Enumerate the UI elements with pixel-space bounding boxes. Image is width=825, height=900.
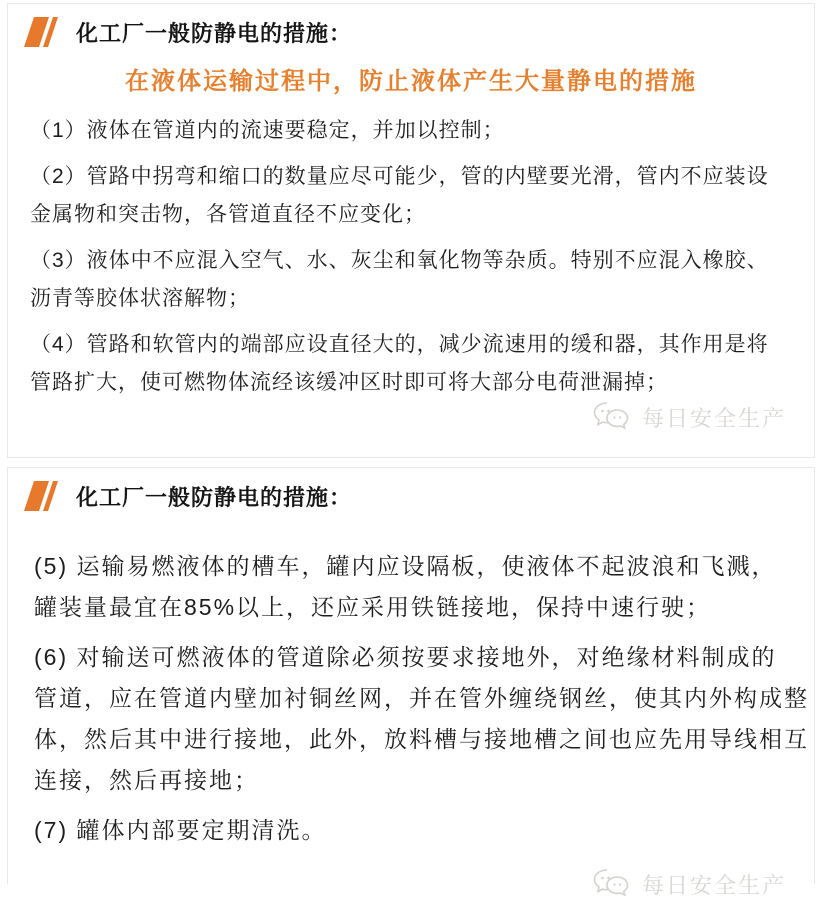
text-line: (6) 对输送可燃液体的管道除必须按要求接地外，对绝缘材料制成的 (34, 644, 777, 670)
text-line: （1）液体在管道内的流速要稳定，并加以控制； (30, 119, 505, 142)
card-header (8, 468, 814, 512)
paragraph (30, 158, 796, 234)
text-line: 沥青等胶体状溶解物； (30, 287, 250, 310)
text-line: （3）液体中不应混入空气、水、灰尘和氧化物等杂质。特别不应混入橡胶、 (30, 249, 769, 272)
text-line: 管道，应在管道内壁加衬铜丝网，并在管外缠绕钢丝，使其内外构成整 (34, 685, 809, 711)
text-line: (5) 运输易燃液体的槽车，罐内应设隔板，使液体不起波浪和飞溅， (34, 553, 777, 579)
watermark (592, 401, 786, 433)
text-line: （2）管路中拐弯和缩口的数量应尽可能少，管的内壁要光滑，管内不应装设 (30, 165, 769, 188)
section-subtitle: 在液体运输过程中，防止液体产生大量静电的措施 (125, 68, 697, 95)
text-line: 体，然后其中进行接地，此外，放料槽与接地槽之间也应先用导线相互 (34, 726, 809, 752)
watermark-label: 每日安全生产 (641, 872, 786, 898)
double-slash-logo-icon (24, 480, 64, 512)
watermark-label: 每日安全生产 (641, 405, 786, 431)
paragraph-list (34, 546, 809, 851)
text-line: 连接，然后再接地； (34, 767, 259, 793)
measures-card-2 (7, 467, 815, 898)
paragraph (30, 326, 796, 402)
wechat-chat-bubbles-icon (592, 401, 634, 433)
paragraph (30, 242, 796, 318)
paragraph (34, 810, 798, 851)
text-line: （4）管路和软管内的端部应设直径大的，减少流速用的缓和器，其作用是将 (30, 333, 769, 356)
wechat-chat-bubbles-icon (592, 868, 634, 900)
text-line: 金属物和突击物，各管道直径不应变化； (30, 203, 426, 226)
watermark (592, 868, 786, 900)
section-title: 化工厂一般防静电的措施： (76, 20, 353, 46)
text-line: 管路扩大，使可燃物体流经该缓冲区时即可将大部分电荷泄漏掉； (30, 371, 668, 394)
text-line: (7) 罐体内部要定期清洗。 (34, 817, 327, 843)
paragraph (30, 112, 796, 150)
double-slash-logo-icon (24, 16, 64, 48)
text-line: 罐装量最宜在85%以上，还应采用铁链接地，保持中速行驶； (34, 594, 712, 620)
paragraph (34, 637, 809, 801)
measures-card-1 (7, 3, 815, 458)
card-header (8, 4, 814, 48)
paragraph (34, 546, 798, 628)
section-title: 化工厂一般防静电的措施： (76, 484, 353, 510)
paragraph-list (30, 112, 796, 402)
